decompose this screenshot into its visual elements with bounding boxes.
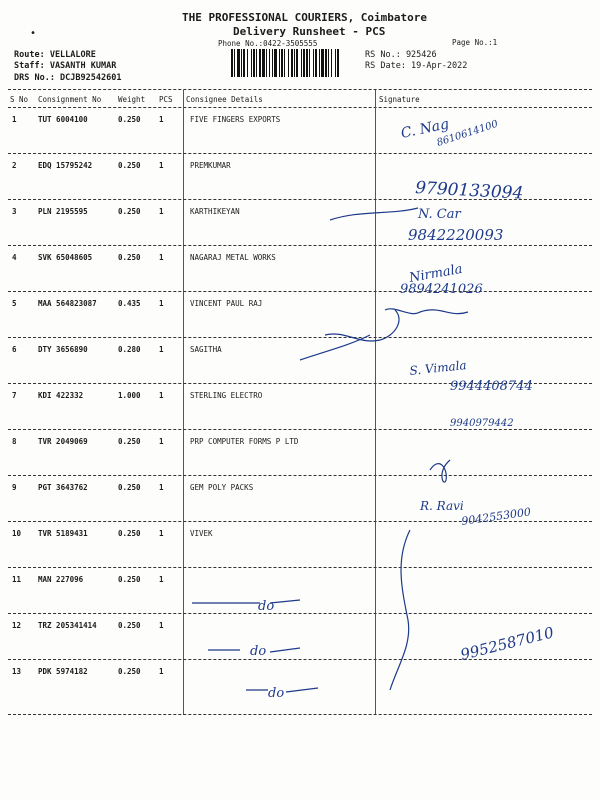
barcode-bar bbox=[296, 49, 298, 77]
barcode-bar bbox=[234, 49, 235, 77]
row-weight: 0.435 bbox=[118, 299, 141, 308]
barcode-bar bbox=[328, 49, 329, 77]
row-weight: 0.250 bbox=[118, 483, 141, 492]
row-sno: 1 bbox=[12, 115, 17, 124]
row-pcs: 1 bbox=[159, 299, 164, 308]
signature-text-6: S. Vimala bbox=[408, 358, 468, 378]
barcode-bar bbox=[241, 49, 242, 77]
signature-text-4: Nirmala bbox=[408, 261, 464, 286]
signature-number-1: 8610614100 bbox=[435, 118, 500, 149]
row-sno: 6 bbox=[12, 345, 17, 354]
row-consignee: NAGARAJ METAL WORKS bbox=[190, 253, 276, 262]
table-row bbox=[0, 575, 600, 621]
row-consignment-no: PLN 2195595 bbox=[38, 207, 88, 216]
barcode-bar bbox=[291, 49, 293, 77]
table-row bbox=[0, 437, 600, 483]
row-sno: 13 bbox=[12, 667, 22, 676]
barcode-bar bbox=[313, 49, 314, 77]
barcode-bar bbox=[325, 49, 327, 77]
row-consignment-no: DTY 3656890 bbox=[38, 345, 88, 354]
col-header-signature: Signature bbox=[379, 95, 420, 104]
page-dot-mark: • bbox=[30, 28, 37, 39]
row-sno: 5 bbox=[12, 299, 17, 308]
row-consignment-no: MAN 227096 bbox=[38, 575, 84, 584]
table-row bbox=[0, 391, 600, 437]
row-pcs: 1 bbox=[159, 253, 164, 262]
table-row bbox=[0, 299, 600, 345]
barcode-bar bbox=[306, 49, 308, 77]
barcode-bar bbox=[256, 49, 257, 77]
signature-number-6: 9944408744 bbox=[450, 379, 533, 394]
row-weight: 0.280 bbox=[118, 345, 141, 354]
col-header-consignee: Consignee Details bbox=[186, 95, 263, 104]
row-weight: 1.000 bbox=[118, 391, 141, 400]
row-weight: 0.250 bbox=[118, 621, 141, 630]
row-weight: 0.250 bbox=[118, 207, 141, 216]
row-divider bbox=[8, 659, 592, 660]
row-divider bbox=[8, 153, 592, 154]
row-weight: 0.250 bbox=[118, 161, 141, 170]
row-pcs: 1 bbox=[159, 345, 164, 354]
table-row bbox=[0, 115, 600, 161]
barcode-bar bbox=[266, 49, 267, 77]
barcode-bar bbox=[281, 49, 283, 77]
row-consignment-no: PDK 5974182 bbox=[38, 667, 88, 676]
signature-number-4: 9894241026 bbox=[400, 282, 483, 297]
table-row bbox=[0, 253, 600, 299]
signature-number-12: 9952587010 bbox=[458, 623, 556, 664]
row-consignment-no: SVK 65048605 bbox=[38, 253, 93, 262]
row-pcs: 1 bbox=[159, 621, 164, 630]
row-consignee: STERLING ELECTRO bbox=[190, 391, 263, 400]
table-row bbox=[0, 161, 600, 207]
row-divider bbox=[8, 199, 592, 200]
phone-number: Phone No.:0422-3505555 bbox=[218, 39, 318, 48]
table-row bbox=[0, 207, 600, 253]
table-row bbox=[0, 529, 600, 575]
row-sno: 8 bbox=[12, 437, 17, 446]
barcode-bar bbox=[319, 49, 320, 77]
row-sno: 4 bbox=[12, 253, 17, 262]
signature-text-1: C. Nag bbox=[399, 116, 451, 142]
signature-number-9: 9042553000 bbox=[460, 505, 532, 528]
col-header-weight: Weight bbox=[118, 95, 146, 104]
barcode-bar bbox=[331, 49, 332, 77]
row-consignment-no: KDI 422332 bbox=[38, 391, 84, 400]
row-pcs: 1 bbox=[159, 483, 164, 492]
barcode-bar bbox=[274, 49, 277, 77]
table-row bbox=[0, 621, 600, 667]
barcode-bar bbox=[247, 49, 248, 77]
table-bottom-divider bbox=[8, 714, 592, 715]
row-consignee: PREMKUMAR bbox=[190, 161, 231, 170]
barcode-image bbox=[231, 49, 353, 77]
signature-number-2: 9790133094 bbox=[414, 178, 524, 204]
page-number: Page No.:1 bbox=[452, 38, 498, 47]
row-sno: 10 bbox=[12, 529, 22, 538]
barcode-bar bbox=[303, 49, 305, 77]
row-sno: 3 bbox=[12, 207, 17, 216]
barcode-bar bbox=[269, 49, 270, 77]
row-divider bbox=[8, 291, 592, 292]
barcode-bar bbox=[321, 49, 324, 77]
row-consignment-no: TUT 6004100 bbox=[38, 115, 88, 124]
barcode-bar bbox=[251, 49, 252, 77]
row-weight: 0.250 bbox=[118, 529, 141, 538]
row-divider bbox=[8, 245, 592, 246]
col-header-consignment: Consignment No bbox=[38, 95, 102, 104]
row-divider bbox=[8, 567, 592, 568]
row-weight: 0.250 bbox=[118, 115, 141, 124]
company-title: THE PROFESSIONAL COURIERS, Coimbatore bbox=[182, 11, 428, 24]
row-sno: 2 bbox=[12, 161, 17, 170]
row-pcs: 1 bbox=[159, 575, 164, 584]
row-weight: 0.250 bbox=[118, 253, 141, 262]
row-divider bbox=[8, 613, 592, 614]
row-consignment-no: TVR 5189431 bbox=[38, 529, 88, 538]
barcode-bar bbox=[262, 49, 265, 77]
barcode-bar bbox=[243, 49, 245, 77]
barcode-bar bbox=[301, 49, 302, 77]
row-sno: 12 bbox=[12, 621, 22, 630]
table-row bbox=[0, 667, 600, 713]
row-divider bbox=[8, 429, 592, 430]
row-pcs: 1 bbox=[159, 529, 164, 538]
document-title: Delivery Runsheet - PCS bbox=[233, 25, 386, 38]
ditto-mark-12: do bbox=[250, 644, 267, 659]
barcode-bar bbox=[315, 49, 317, 77]
row-consignee: GEM POLY PACKS bbox=[190, 483, 254, 492]
row-weight: 0.250 bbox=[118, 575, 141, 584]
signature-number-7: 9940979442 bbox=[450, 418, 514, 429]
ditto-mark-11: do bbox=[258, 599, 275, 614]
row-consignee: KARTHIKEYAN bbox=[190, 207, 240, 216]
barcode-bar bbox=[294, 49, 295, 77]
row-pcs: 1 bbox=[159, 207, 164, 216]
row-divider bbox=[8, 521, 592, 522]
row-consignment-no: TRZ 205341414 bbox=[38, 621, 97, 630]
row-consignee: VINCENT PAUL RAJ bbox=[190, 299, 263, 308]
barcode-bar bbox=[237, 49, 240, 77]
header-divider-top bbox=[8, 89, 592, 90]
row-consignment-no: EDQ 15795242 bbox=[38, 161, 93, 170]
row-consignee: VIVEK bbox=[190, 529, 213, 538]
row-pcs: 1 bbox=[159, 161, 164, 170]
table-row bbox=[0, 345, 600, 391]
signature-text-3: N. Car bbox=[418, 207, 461, 222]
row-consignment-no: PGT 3643762 bbox=[38, 483, 88, 492]
signature-text-9: R. Ravi bbox=[420, 499, 464, 513]
table-row bbox=[0, 483, 600, 529]
drs-number: DRS No.: DCJB92542601 bbox=[14, 73, 122, 83]
barcode-bar bbox=[284, 49, 285, 77]
row-pcs: 1 bbox=[159, 391, 164, 400]
barcode-bar bbox=[272, 49, 273, 77]
header-divider-bottom bbox=[8, 107, 592, 108]
barcode-bar bbox=[288, 49, 289, 77]
row-pcs: 1 bbox=[159, 667, 164, 676]
row-consignee: PRP COMPUTER FORMS P LTD bbox=[190, 437, 299, 446]
row-pcs: 1 bbox=[159, 115, 164, 124]
route-label: Route: VELLALORE bbox=[14, 50, 96, 60]
row-weight: 0.250 bbox=[118, 437, 141, 446]
row-divider bbox=[8, 383, 592, 384]
row-divider bbox=[8, 475, 592, 476]
row-divider bbox=[8, 337, 592, 338]
staff-label: Staff: VASANTH KUMAR bbox=[14, 61, 117, 71]
col-header-pcs: PCS bbox=[159, 95, 173, 104]
row-pcs: 1 bbox=[159, 437, 164, 446]
barcode-bar bbox=[231, 49, 233, 77]
row-consignee: SAGITHA bbox=[190, 345, 222, 354]
barcode-bar bbox=[337, 49, 339, 77]
rs-number: RS No.: 925426 bbox=[365, 50, 437, 60]
row-sno: 11 bbox=[12, 575, 22, 584]
ditto-mark-13: do bbox=[268, 686, 285, 701]
barcode-bar bbox=[279, 49, 280, 77]
row-sno: 9 bbox=[12, 483, 17, 492]
barcode-bar bbox=[335, 49, 336, 77]
row-consignment-no: MAA 564823087 bbox=[38, 299, 97, 308]
row-consignment-no: TVR 2049069 bbox=[38, 437, 88, 446]
barcode-bar bbox=[259, 49, 261, 77]
barcode-bar bbox=[309, 49, 310, 77]
signature-number-3: 9842220093 bbox=[408, 226, 504, 244]
row-consignee: FIVE FINGERS EXPORTS bbox=[190, 115, 281, 124]
rs-date: RS Date: 19-Apr-2022 bbox=[365, 61, 468, 71]
col-header-sno: S No bbox=[10, 95, 29, 104]
row-weight: 0.250 bbox=[118, 667, 141, 676]
barcode-bar bbox=[253, 49, 255, 77]
row-sno: 7 bbox=[12, 391, 17, 400]
